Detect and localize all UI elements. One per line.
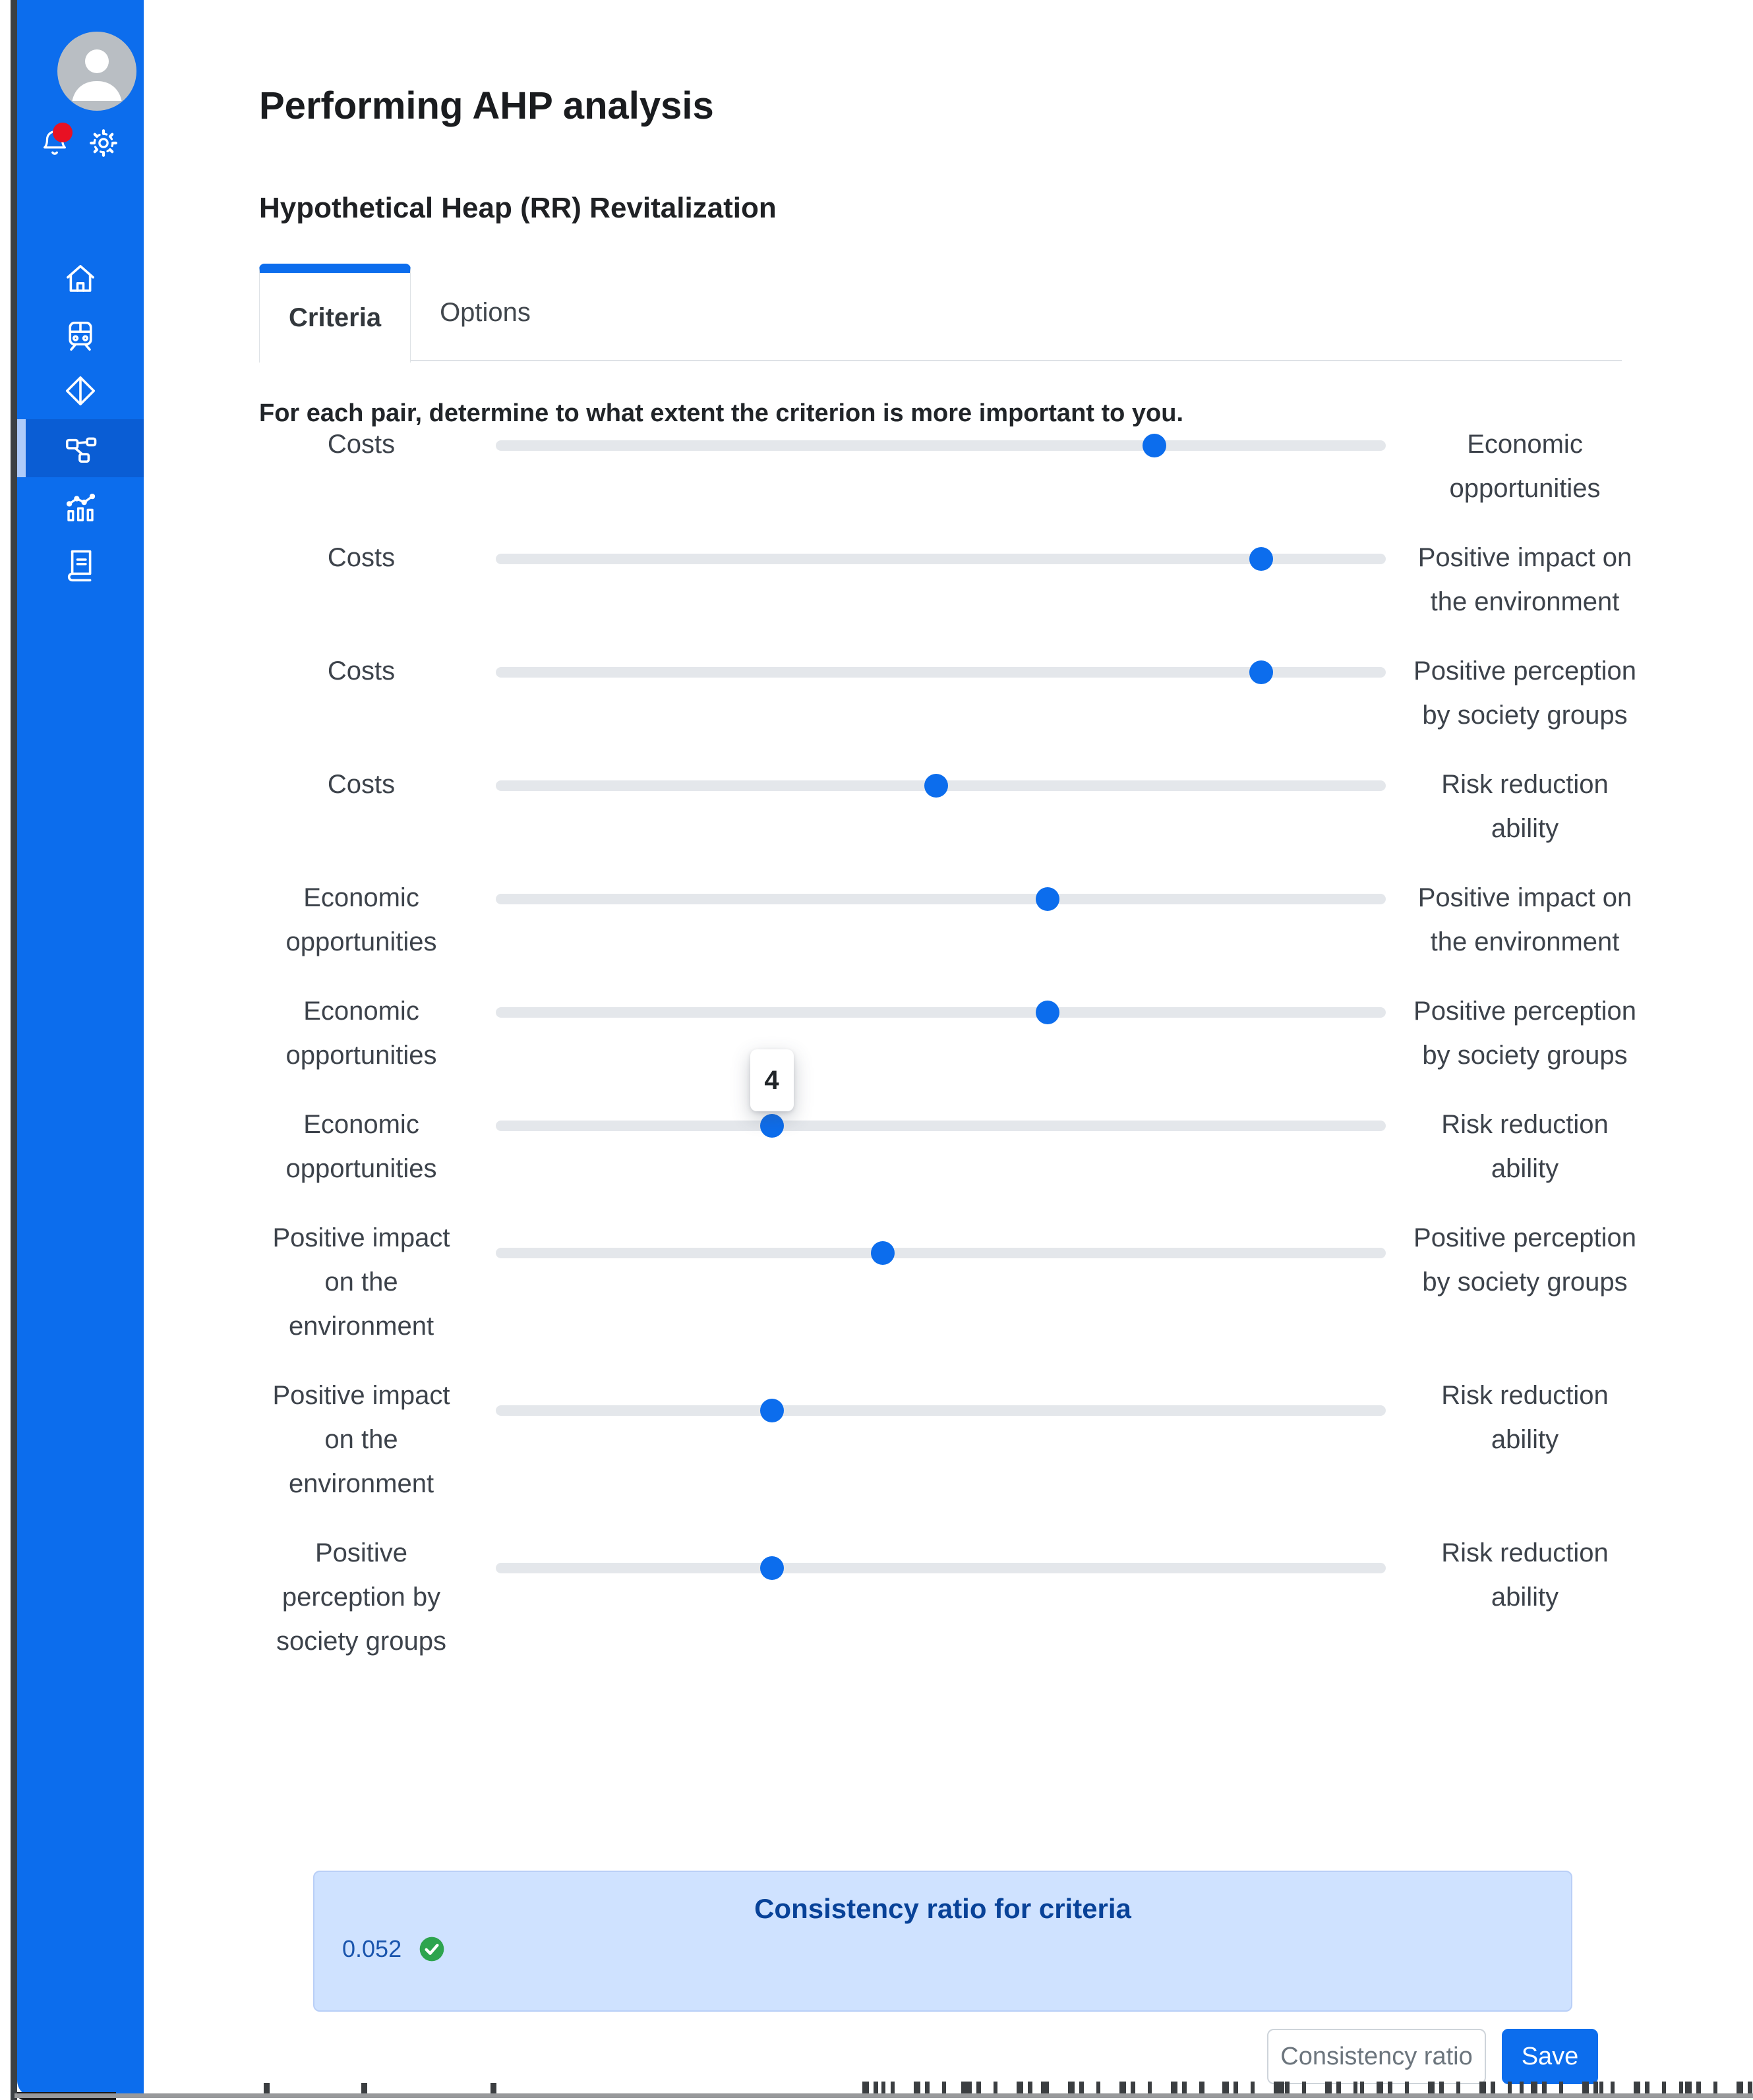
page-title: Performing AHP analysis bbox=[259, 84, 714, 127]
left-criterion-label: Positive perception by society groups bbox=[276, 1538, 446, 1656]
avatar[interactable] bbox=[57, 32, 136, 111]
comparison-slider-cell bbox=[463, 763, 1410, 851]
consistency-ratio-panel bbox=[313, 1871, 1572, 2012]
cutoff-text-fragment bbox=[361, 2083, 367, 2093]
gear-icon bbox=[88, 128, 119, 158]
comparison-slider-track[interactable] bbox=[496, 1065, 1386, 1131]
cutoff-text-fragment bbox=[264, 2083, 270, 2093]
right-criterion-label: Risk reduction ability bbox=[1441, 1110, 1609, 1183]
diamond-icon bbox=[63, 373, 98, 409]
check-circle-icon bbox=[419, 1936, 445, 1962]
comparison-slider-handle[interactable] bbox=[1249, 547, 1273, 571]
train-icon bbox=[63, 318, 98, 354]
tab-criteria[interactable] bbox=[259, 264, 411, 363]
consistency-panel-title: Consistency ratio for criteria bbox=[754, 1893, 1131, 1924]
consistency-ratio-value: 0.052 bbox=[342, 1935, 402, 1962]
sidebar-item-docs[interactable] bbox=[17, 537, 144, 595]
sidebar-item-ahp-analysis[interactable] bbox=[17, 419, 144, 477]
tab-options[interactable] bbox=[411, 264, 560, 361]
right-criterion-label: Positive perception by society groups bbox=[1413, 1223, 1636, 1297]
comparison-slider-track[interactable] bbox=[496, 1007, 1386, 1018]
left-criterion-label: Economic opportunities bbox=[285, 997, 437, 1070]
comparison-row bbox=[259, 763, 1640, 851]
comparison-row bbox=[259, 1216, 1640, 1349]
comparison-slider-track[interactable] bbox=[496, 780, 1386, 791]
comparison-slider-track[interactable] bbox=[496, 1405, 1386, 1416]
comparison-slider-handle[interactable] bbox=[924, 774, 948, 798]
comparison-slider-track[interactable] bbox=[496, 1563, 1386, 1573]
comparison-slider-cell bbox=[463, 536, 1410, 624]
book-icon bbox=[63, 548, 98, 583]
left-criterion-label: Positive impact on the environment bbox=[272, 1381, 450, 1498]
pairwise-comparison-list bbox=[259, 423, 1640, 1689]
instruction-text: For each pair, determine to what extent the criterion is more important to you. bbox=[259, 399, 1184, 427]
window-edge bbox=[11, 0, 17, 2100]
save-button[interactable] bbox=[1502, 2029, 1598, 2084]
comparison-row bbox=[259, 1531, 1640, 1664]
tab-criteria-label: Criteria bbox=[289, 303, 382, 332]
sidebar bbox=[17, 0, 144, 2097]
tab-options-label: Options bbox=[440, 297, 531, 327]
comparison-slider-cell bbox=[463, 989, 1410, 1078]
sidebar-item-home[interactable] bbox=[17, 250, 144, 308]
sidebar-item-projects[interactable] bbox=[17, 362, 144, 420]
notification-badge bbox=[53, 123, 73, 142]
left-criterion-label: Economic opportunities bbox=[285, 883, 437, 956]
comparison-slider-handle[interactable] bbox=[1143, 434, 1166, 457]
comparison-slider-handle[interactable] bbox=[1249, 660, 1273, 684]
bottom-page-rule bbox=[15, 2093, 1753, 2098]
comparison-slider-handle[interactable] bbox=[760, 1399, 784, 1422]
home-icon bbox=[63, 261, 98, 297]
left-criterion-label: Costs bbox=[327, 770, 396, 799]
save-button-label: Save bbox=[1521, 2042, 1579, 2070]
consistency-ratio-button[interactable] bbox=[1267, 2029, 1486, 2084]
comparison-row bbox=[259, 989, 1640, 1078]
comparison-row bbox=[259, 1065, 1640, 1191]
comparison-row bbox=[259, 1374, 1640, 1506]
consistency-ratio-button-label: Consistency ratio bbox=[1280, 2042, 1473, 2070]
right-criterion-label: Positive impact on the environment bbox=[1417, 543, 1632, 616]
sidebar-item-analytics[interactable] bbox=[17, 479, 144, 537]
comparison-slider-handle[interactable] bbox=[1036, 887, 1059, 911]
comparison-slider-cell bbox=[463, 1374, 1410, 1506]
comparison-row bbox=[259, 423, 1640, 511]
workflow-icon bbox=[63, 430, 98, 466]
right-criterion-label: Economic opportunities bbox=[1449, 430, 1601, 503]
right-criterion-label: Positive impact on the environment bbox=[1417, 883, 1632, 956]
project-title: Hypothetical Heap (RR) Revitalization bbox=[259, 191, 777, 224]
comparison-slider-track[interactable] bbox=[496, 1248, 1386, 1258]
right-criterion-label: Risk reduction ability bbox=[1441, 770, 1609, 843]
comparison-slider-track[interactable] bbox=[496, 554, 1386, 564]
comparison-slider-cell bbox=[463, 1216, 1410, 1349]
comparison-slider-track[interactable] bbox=[496, 667, 1386, 678]
comparison-slider-cell bbox=[463, 876, 1410, 964]
consistency-value-row bbox=[342, 1935, 445, 1963]
notifications-button[interactable] bbox=[40, 128, 70, 158]
comparison-slider-cell bbox=[463, 423, 1410, 511]
user-icon bbox=[57, 32, 136, 111]
right-criterion-label: Risk reduction ability bbox=[1441, 1538, 1609, 1612]
cutoff-text-strip bbox=[862, 2082, 1753, 2093]
comparison-slider-handle[interactable] bbox=[760, 1556, 784, 1580]
left-criterion-label: Costs bbox=[327, 656, 396, 685]
cutoff-text-fragment bbox=[490, 2083, 496, 2093]
comparison-slider-handle[interactable] bbox=[1036, 1001, 1059, 1024]
comparison-slider-handle[interactable] bbox=[871, 1241, 895, 1265]
comparison-slider-cell bbox=[463, 1065, 1410, 1191]
comparison-row bbox=[259, 536, 1640, 624]
left-criterion-label: Economic opportunities bbox=[285, 1110, 437, 1183]
comparison-row bbox=[259, 876, 1640, 964]
settings-button[interactable] bbox=[88, 128, 119, 158]
slider-value-tooltip: 4 bbox=[750, 1049, 794, 1111]
comparison-slider-handle[interactable] bbox=[760, 1114, 784, 1138]
comparison-row bbox=[259, 649, 1640, 738]
right-criterion-label: Positive perception by society groups bbox=[1413, 997, 1636, 1070]
comparison-slider-track[interactable] bbox=[496, 894, 1386, 904]
comparison-slider-cell bbox=[463, 649, 1410, 738]
left-criterion-label: Positive impact on the environment bbox=[272, 1223, 450, 1341]
left-criterion-label: Costs bbox=[327, 430, 396, 459]
right-criterion-label: Risk reduction ability bbox=[1441, 1381, 1609, 1454]
right-criterion-label: Positive perception by society groups bbox=[1413, 656, 1636, 730]
comparison-slider-track[interactable] bbox=[496, 440, 1386, 451]
comparison-slider-cell bbox=[463, 1531, 1410, 1664]
sidebar-item-transport[interactable] bbox=[17, 307, 144, 365]
left-criterion-label: Costs bbox=[327, 543, 396, 572]
analytics-icon bbox=[63, 490, 98, 525]
tab-bar bbox=[259, 264, 560, 361]
